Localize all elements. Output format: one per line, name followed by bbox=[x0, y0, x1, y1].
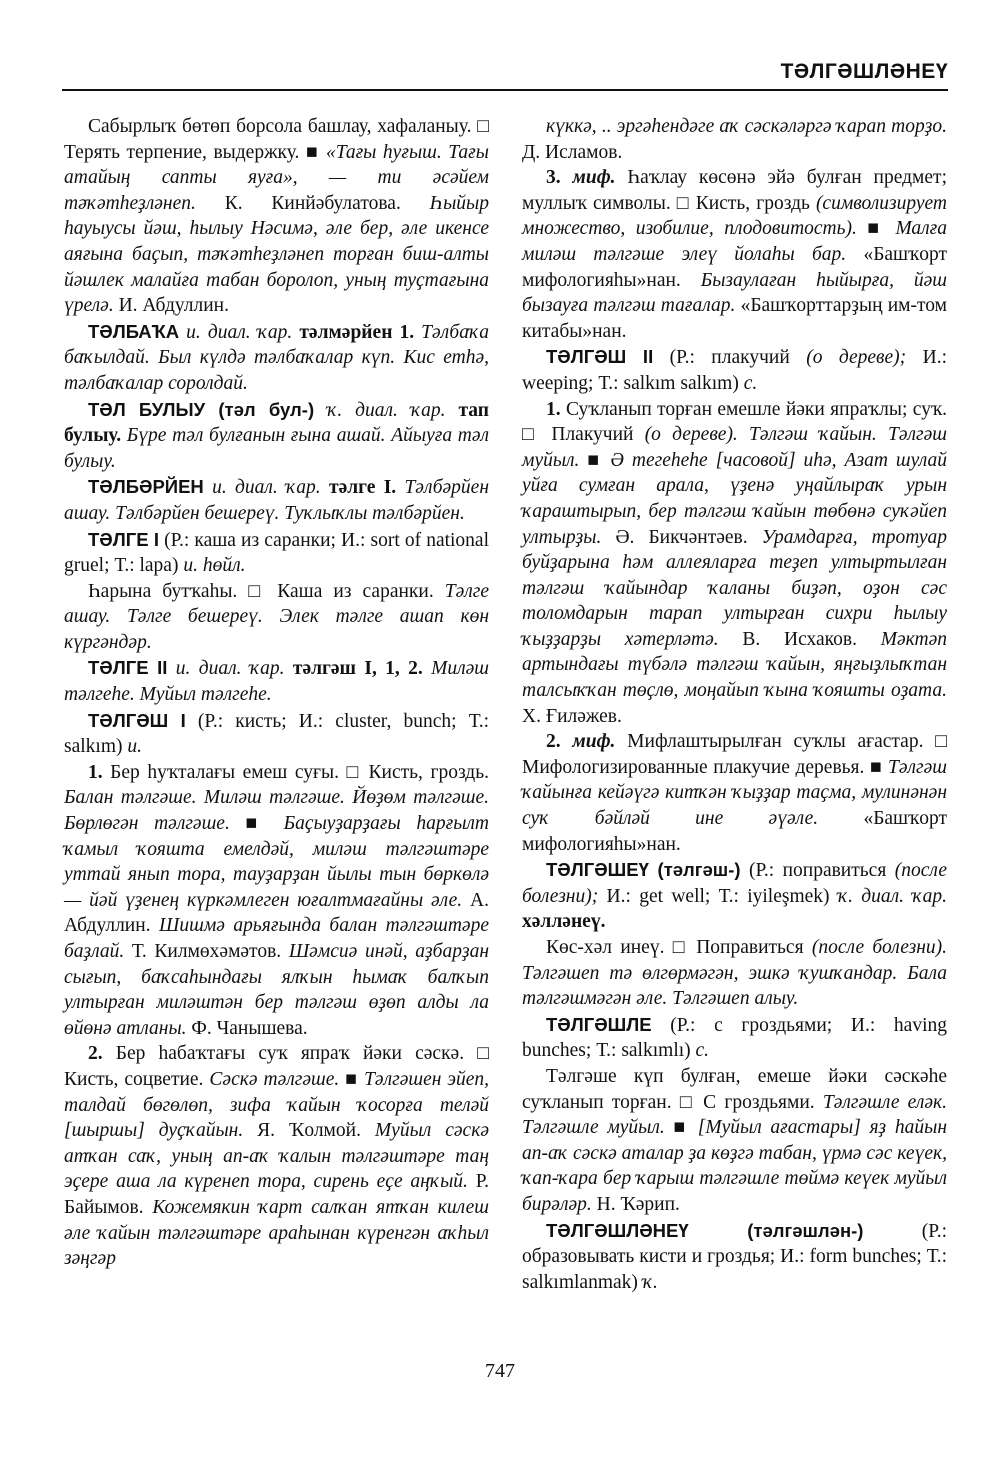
dictionary-paragraph bbox=[64, 474, 489, 526]
entry-headword: ТӘЛБӘРЙЕН bbox=[88, 476, 204, 498]
entry-text: с. bbox=[743, 372, 758, 394]
entry-headword: ТӘЛГӘШ I bbox=[88, 709, 186, 731]
entry-text: Бызаулаған һыйырға, йәш бызауға тәлгәш тағалар. bbox=[522, 269, 947, 317]
entry-text: Т. Килмөхәмәтов. bbox=[124, 941, 289, 962]
entry-text: (символизирует множество, изобилие, плодовитость). bbox=[522, 192, 947, 240]
right-column bbox=[522, 114, 947, 1295]
entry-text: миф. bbox=[560, 731, 616, 753]
entry-text: Тәлге ашау. Тәлге бешереү. Элек тәлге ашап көн күргәндәр. bbox=[64, 580, 489, 653]
entry-text: миф. bbox=[560, 167, 616, 189]
entry-text: Баҫыуҙарҙағы һарғылт ҡамыл ҡояшта емелдәй, миләш тәлгәштәре уттай янып тора, тауҙарҙан йылы тын бөркөлә — йәй үҙенең күркәмлеген юғалтмағайны әле. bbox=[64, 813, 490, 911]
entry-text: Бер һуҡталағы емеш суғы. □ Кисть, гроздь. bbox=[102, 761, 489, 783]
entry-text: И.: weeping; Т.: salkım salkım) bbox=[522, 347, 947, 394]
entry-text: (Р.: кисть; И.: cluster, bunch; Т.: salkım) bbox=[64, 710, 489, 758]
entry-text: Муйыл сәскә атҡан саҡ, уның ап-аҡ ҡалын тәлгәштәре таң эҫере аша ла күренеп тора, сирень еҫе аңҡый. bbox=[64, 1120, 489, 1193]
entry-text: ■ bbox=[664, 1117, 698, 1139]
dictionary-paragraph bbox=[522, 165, 947, 344]
dictionary-paragraph bbox=[522, 344, 947, 396]
entry-text: Мифлаштырылған суҡлы ағастар. □ Мифологизированные плакучие деревья. ■ bbox=[522, 731, 947, 778]
dictionary-paragraph bbox=[64, 760, 489, 1042]
dictionary-paragraph bbox=[64, 579, 489, 656]
entry-headword: ТӘЛГӘШЛӘНЕҮ (тәлгәшлән-) bbox=[546, 1219, 864, 1241]
entry-text: и. һөйл. bbox=[183, 555, 246, 577]
entry-text: Һаҡлау көсөнә эйә булған предмет; муллыҡ символы. □ Кисть, гроздь bbox=[522, 167, 947, 214]
entry-text: (Р.: плакучий bbox=[653, 347, 807, 369]
entry-text: и. диал. ҡар. bbox=[167, 658, 293, 680]
entry-text: К. Кинйәбулатова. bbox=[195, 192, 430, 214]
entry-text: Миләш тәлгеһе. Муйыл тәлгеһе. bbox=[64, 658, 489, 706]
left-column bbox=[64, 114, 489, 1272]
entry-text: (о дереве); bbox=[806, 347, 907, 369]
dictionary-paragraph bbox=[522, 114, 947, 165]
running-header-title: ТӘЛГӘШЛӘНЕҮ bbox=[780, 60, 948, 83]
entry-text: Мәктәп артындағы түбәлә тәлгәш ҡайын, яңғыҙлыҡтан талсыҡҡан төҫлө, моңайып ҡына ҡояшты оҙата. bbox=[522, 628, 947, 702]
page-number: 747 bbox=[485, 1360, 515, 1382]
entry-text: ҡ. диал. ҡар. bbox=[837, 885, 947, 907]
dictionary-paragraph bbox=[522, 729, 947, 857]
entry-text: «Башҡорт мифологияһы»нан. bbox=[522, 808, 947, 855]
dictionary-paragraph bbox=[64, 655, 489, 707]
entry-text: и. bbox=[127, 736, 142, 758]
entry-text: А. Абдуллин. bbox=[64, 889, 489, 937]
entry-text: Н. Ҡәрип. bbox=[591, 1193, 680, 1215]
entry-text: «Тағы һуғыш. Тағы атайың сапты яуға», — ти әсәйем тәҡәтһеҙләнеп. bbox=[64, 141, 489, 214]
entry-headword: ТӘЛГЕ II bbox=[88, 657, 168, 679]
entry-text: 2. bbox=[88, 1043, 103, 1065]
entry-text: Ә. Бикчәнтәев. bbox=[601, 526, 762, 548]
entry-text: күккә, .. эргәһендәге аҡ сәскәләргә ҡарап торҙо. bbox=[546, 116, 947, 137]
entry-text: ■ bbox=[856, 218, 896, 240]
entry-text: Суҡланып торған емешле йәки япраҡлы; суҡ. □ Плакучий bbox=[522, 398, 947, 446]
entry-text: Ф. Чанышева. bbox=[186, 1017, 308, 1039]
entry-text: И. Абдуллин. bbox=[113, 295, 229, 317]
dictionary-paragraph bbox=[522, 1064, 947, 1218]
entry-headword: ТӘЛГӘШЛЕ bbox=[546, 1013, 652, 1035]
entry-headword: ТӘЛГӘШ II bbox=[546, 346, 654, 368]
entry-text: 3. bbox=[546, 167, 561, 189]
entry-text: 1. bbox=[88, 761, 103, 783]
entry-text: Һыйыр һауыусы йәш, һылыу Нәсимә, әле бер, әле икенсе аяғына баҫып, тәҡәтһеҙләнеп торған биш-алты йәшлек малайға табан боролоп, уның туҫтағына үрелә. bbox=[64, 192, 489, 317]
dictionary-paragraph bbox=[64, 114, 489, 319]
dictionary-paragraph bbox=[522, 1218, 947, 1296]
entry-text: ■ bbox=[339, 1068, 365, 1090]
entry-text: тәлгәш I, 1, 2. bbox=[292, 658, 423, 680]
entry-text: Тәлгәше күп булған, емеше йәки сәскәһе суҡланып торған. □ С гроздьями. bbox=[522, 1065, 947, 1113]
entry-text: Тәлгәш ҡайынға кейәүгә китҡән ҡыҙҙар таҫма, мулинәнән суҡ бәйләй ине әүәле. bbox=[522, 756, 947, 830]
entry-text: 1. bbox=[546, 398, 561, 420]
entry-text: и. диал. ҡар. bbox=[203, 477, 329, 499]
entry-text: Шәмсиә инәй, аҙбарҙан сығып, баҡсаһындағы ялҡын һымаҡ балҡып ултырған миләштән бер тәлгәш өҙөп алды ла өйөнә атланы. bbox=[64, 941, 489, 1039]
entry-text: (о дереве). Тәлгәш ҡайын. Тәлгәш муйыл. bbox=[522, 424, 948, 471]
entry-text: Тәлбәрйен ашау. Тәлбәрйен бешереү. Туҡлыҡлы тәлбәрйен. bbox=[64, 477, 489, 524]
entry-text: Бүре тәл булғанын ғына ашай. Айыуға тәл булыу. bbox=[64, 425, 489, 472]
entry-text: 2. bbox=[546, 731, 561, 753]
entry-text: Я. Ҡолмой. bbox=[243, 1120, 375, 1142]
entry-headword: ТӘЛГӘШЕҮ (тәлгәш-) bbox=[546, 859, 741, 881]
dictionary-paragraph bbox=[64, 319, 489, 397]
entry-headword: ТӘЛ БУЛЫУ (тәл бул-) bbox=[88, 398, 315, 420]
entry-text: Тәлбаҡа баҡылдай. Был күлдә тәлбаҡалар күп. Кис етһә, тәлбаҡалар соролдай. bbox=[64, 321, 489, 394]
entry-text: ■ bbox=[579, 449, 611, 471]
dictionary-paragraph bbox=[522, 1012, 947, 1064]
entry-text: Бер һабаҡтағы суҡ япраҡ йәки сәскә. □ Кисть, соцветие. bbox=[64, 1043, 489, 1090]
entry-text: Тәлгәшле еләк. Тәлгәшле муйыл. bbox=[522, 1091, 948, 1139]
entry-text: В. Исхаков. bbox=[718, 628, 881, 650]
entry-text: [Муйыл ағастары] яҙ һайын ап-аҡ сәскә аталар ҙа көҙгә табан, үрмә сәс кеүек, ҡап-ҡара бер ҡарыш тәлгәшле төймә кеүек муйыл бирәләр. bbox=[522, 1117, 947, 1215]
entry-text: (Р.: с гроздьями; И.: having bunches; Т.: salkımlı) bbox=[522, 1014, 947, 1062]
entry-text: И.: get well; Т.: iyileşmek) bbox=[598, 885, 838, 907]
entry-text: (после болезни). Тәлгәшеп тә өлгөрмәгән, эшкә ҡушҡандар. Бала тәлгәшмәгән әле. Тәлгәшеп алыу. bbox=[522, 937, 947, 1010]
entry-text: ■ bbox=[229, 813, 284, 835]
entry-text: с. bbox=[695, 1040, 710, 1062]
dictionary-paragraph bbox=[64, 1041, 489, 1271]
header-rule bbox=[62, 89, 948, 91]
entry-text: ҡ. bbox=[642, 1271, 658, 1293]
entry-text: хәлләнеү. bbox=[522, 911, 606, 933]
entry-headword: ТӘЛГЕ I bbox=[88, 528, 160, 550]
dictionary-paragraph bbox=[64, 397, 489, 475]
entry-text: (после болезни); bbox=[522, 860, 947, 907]
entry-text: тәлмәрйен 1. bbox=[299, 321, 415, 343]
entry-text: Малға миләш тәлгәше элеү йолаһы бар. bbox=[522, 218, 948, 265]
dictionary-paragraph bbox=[522, 397, 947, 730]
entry-text: (Р.: каша из саранки; И.: sort of national gruel; Т.: lapa) bbox=[64, 529, 490, 577]
entry-text: Тәлгәшен эйеп, талдай бөгөлөп, зифа ҡайын ҡосорға теләй [шыршы] дуҫҡайын. bbox=[64, 1068, 489, 1142]
entry-text: Урамдарға, тротуар буйҙарына һәм аллеяларға теҙеп ултыртылған тәлгәш ҡайындар ҡаланы биҙәп, оҙон сәс толомдарын тарап ултырған сихри һылыу ҡыҙҙарҙы хәтерләтә. bbox=[522, 526, 947, 650]
entry-text: Д. Исламов. bbox=[522, 141, 623, 163]
entry-text: тап булыу. bbox=[64, 399, 490, 447]
dictionary-paragraph bbox=[522, 857, 947, 935]
entry-text: «Башҡорттарҙың им-том китабы»нан. bbox=[522, 295, 947, 342]
entry-text: Сабырлыҡ бөтөп борсола башлау, хафаланыу. □ Терять терпение, выдержку. ■ bbox=[64, 116, 489, 163]
entry-text: тәлге I. bbox=[328, 477, 397, 499]
entry-text: Шишмә арьяғында балан тәлгәштәре баҙлай. bbox=[64, 915, 489, 962]
dictionary-paragraph bbox=[64, 527, 489, 579]
entry-headword: ТӘЛБАҠА bbox=[88, 320, 180, 342]
entry-text: Х. Ғиләжев. bbox=[522, 705, 622, 727]
entry-text: «Башҡорт мифологияһы»нан. bbox=[522, 243, 947, 291]
entry-text: Ә тегеһеһе [часовой] иһә, Азат шулай уйға сумған арала, үҙенә уңайлыраҡ урын ҡараштырып, бер тәлгәш ҡайын төбөнә суҡәйеп ултырҙы. bbox=[522, 449, 947, 548]
entry-text: (Р.: поправиться bbox=[740, 860, 895, 882]
dictionary-paragraph bbox=[64, 708, 489, 760]
entry-text: Р. Байымов. bbox=[64, 1171, 489, 1218]
entry-text: Сәскә тәлгәше. bbox=[209, 1068, 340, 1090]
entry-text: (Р.: образовывать кисти и гроздья; И.: form bunches; Т.: salkımlanmak) bbox=[522, 1220, 947, 1293]
entry-text: Балан тәлгәше. Миләш тәлгәше. Йөҙөм тәлгәше. Бөрлөгән тәлгәше. bbox=[64, 787, 489, 835]
entry-text: Көс-хәл инеү. □ Поправиться bbox=[546, 937, 812, 958]
entry-text: ҡ. диал. ҡар. bbox=[314, 399, 459, 421]
dictionary-paragraph bbox=[522, 935, 947, 1012]
entry-text: и. диал. ҡар. bbox=[179, 321, 300, 343]
entry-text: Кожемякин ҡарт салҡан ятҡан килеш әле ҡайын тәлгәштәре араһынан күренгән аҡһыл зәңгәр bbox=[64, 1196, 489, 1270]
entry-text: Һарына бутҡаһы. □ Каша из саранки. bbox=[88, 580, 445, 602]
